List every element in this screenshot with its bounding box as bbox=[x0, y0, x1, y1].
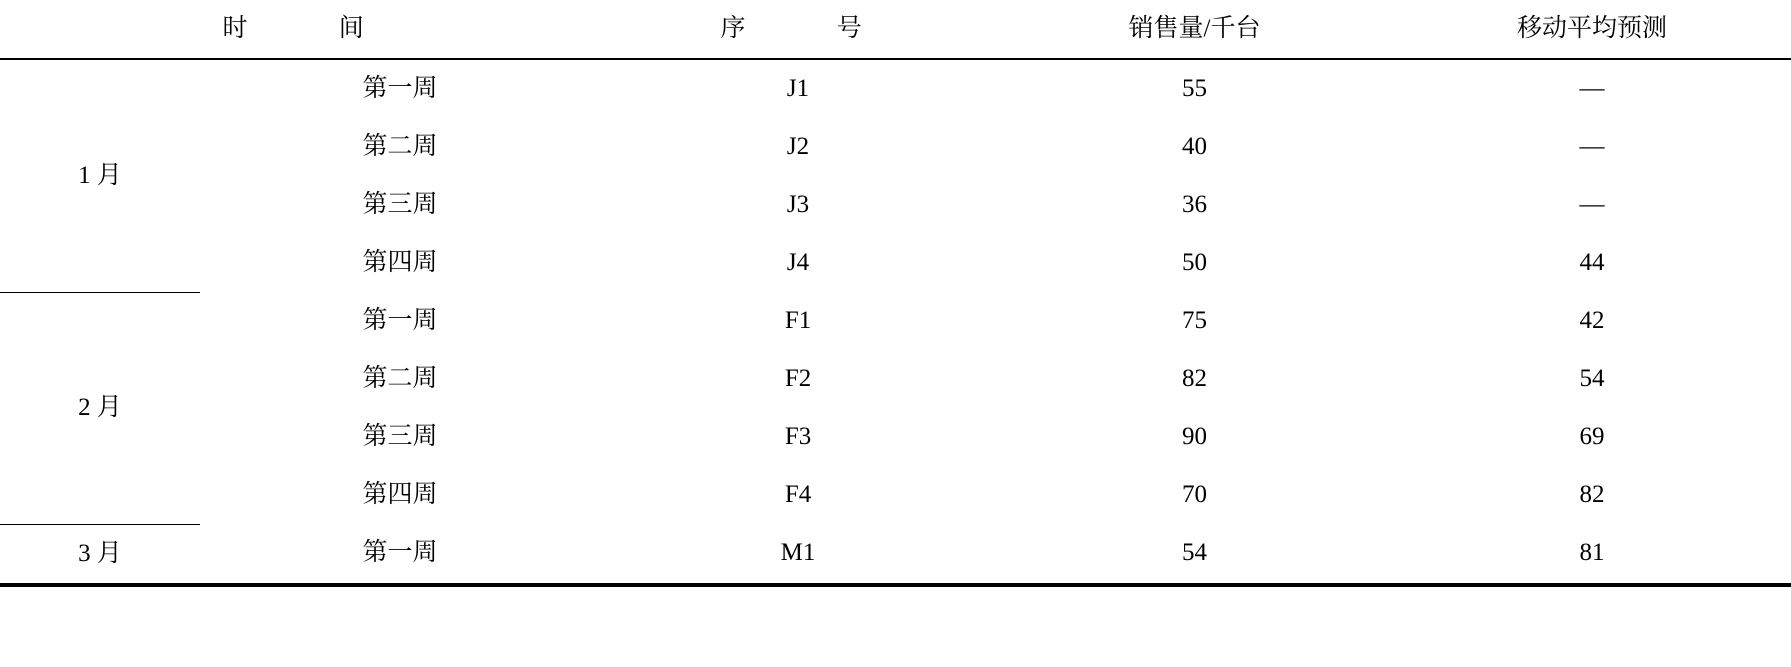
seq-cell: J4 bbox=[786, 249, 810, 276]
forecast-cell: 82 bbox=[1579, 481, 1605, 508]
forecast-cell: 81 bbox=[1393, 524, 1791, 585]
week-cell: 第三周 bbox=[362, 423, 438, 450]
seq-cell: F3 bbox=[784, 423, 812, 450]
forecast-cell: 54 bbox=[1579, 365, 1605, 392]
seq-cell: J2 bbox=[786, 133, 810, 160]
week-cell: 第一周 bbox=[362, 307, 438, 334]
sales-cell: 75 bbox=[1182, 307, 1208, 334]
table-header-row bbox=[0, 0, 1791, 59]
forecast-cell: — bbox=[1579, 75, 1605, 102]
forecast-cell: 69 bbox=[1579, 423, 1605, 450]
sales-cell: 40 bbox=[1182, 133, 1208, 160]
week-cell: 第四周 bbox=[362, 481, 438, 508]
seq-cell: M1 bbox=[600, 524, 996, 585]
month-cell: 3 月 bbox=[0, 524, 200, 585]
month-cell: 2 月 bbox=[0, 292, 200, 524]
week-cell: 第一周 bbox=[200, 524, 600, 585]
seq-cell: J1 bbox=[786, 75, 810, 102]
table-row bbox=[0, 292, 1791, 350]
column-header-forecast: 移动平均预测 bbox=[1517, 15, 1668, 42]
seq-cell: F4 bbox=[784, 481, 812, 508]
seq-cell: F1 bbox=[784, 307, 812, 334]
week-cell: 第一周 bbox=[362, 75, 438, 102]
month-cell: 1 月 bbox=[0, 59, 200, 292]
table-row bbox=[0, 466, 1791, 524]
sales-cell: 50 bbox=[1182, 249, 1208, 276]
sales-cell: 82 bbox=[1182, 365, 1208, 392]
table-row bbox=[0, 59, 1791, 118]
table-row bbox=[0, 234, 1791, 292]
forecast-cell: 42 bbox=[1579, 307, 1605, 334]
table-row bbox=[0, 118, 1791, 176]
sales-cell: 70 bbox=[1182, 481, 1208, 508]
column-header-sales: 销售量/千台 bbox=[1128, 15, 1261, 42]
sales-cell: 90 bbox=[1182, 423, 1208, 450]
table-row bbox=[0, 176, 1791, 234]
week-cell: 第四周 bbox=[362, 249, 438, 276]
week-cell: 第三周 bbox=[362, 191, 438, 218]
table-row bbox=[0, 408, 1791, 466]
column-header-seq: 序 号 bbox=[720, 15, 876, 42]
forecast-cell: — bbox=[1579, 133, 1605, 160]
sales-cell: 54 bbox=[996, 524, 1393, 585]
forecast-cell: 44 bbox=[1579, 249, 1605, 276]
column-header-time: 时 间 bbox=[222, 15, 378, 42]
week-cell: 第二周 bbox=[362, 365, 438, 392]
forecast-cell: — bbox=[1579, 191, 1605, 218]
week-cell: 第二周 bbox=[362, 133, 438, 160]
sales-cell: 36 bbox=[1182, 191, 1208, 218]
table-row bbox=[0, 524, 1791, 585]
seq-cell: F2 bbox=[784, 365, 812, 392]
seq-cell: J3 bbox=[786, 191, 810, 218]
sales-cell: 55 bbox=[1182, 75, 1208, 102]
table-row bbox=[0, 350, 1791, 408]
